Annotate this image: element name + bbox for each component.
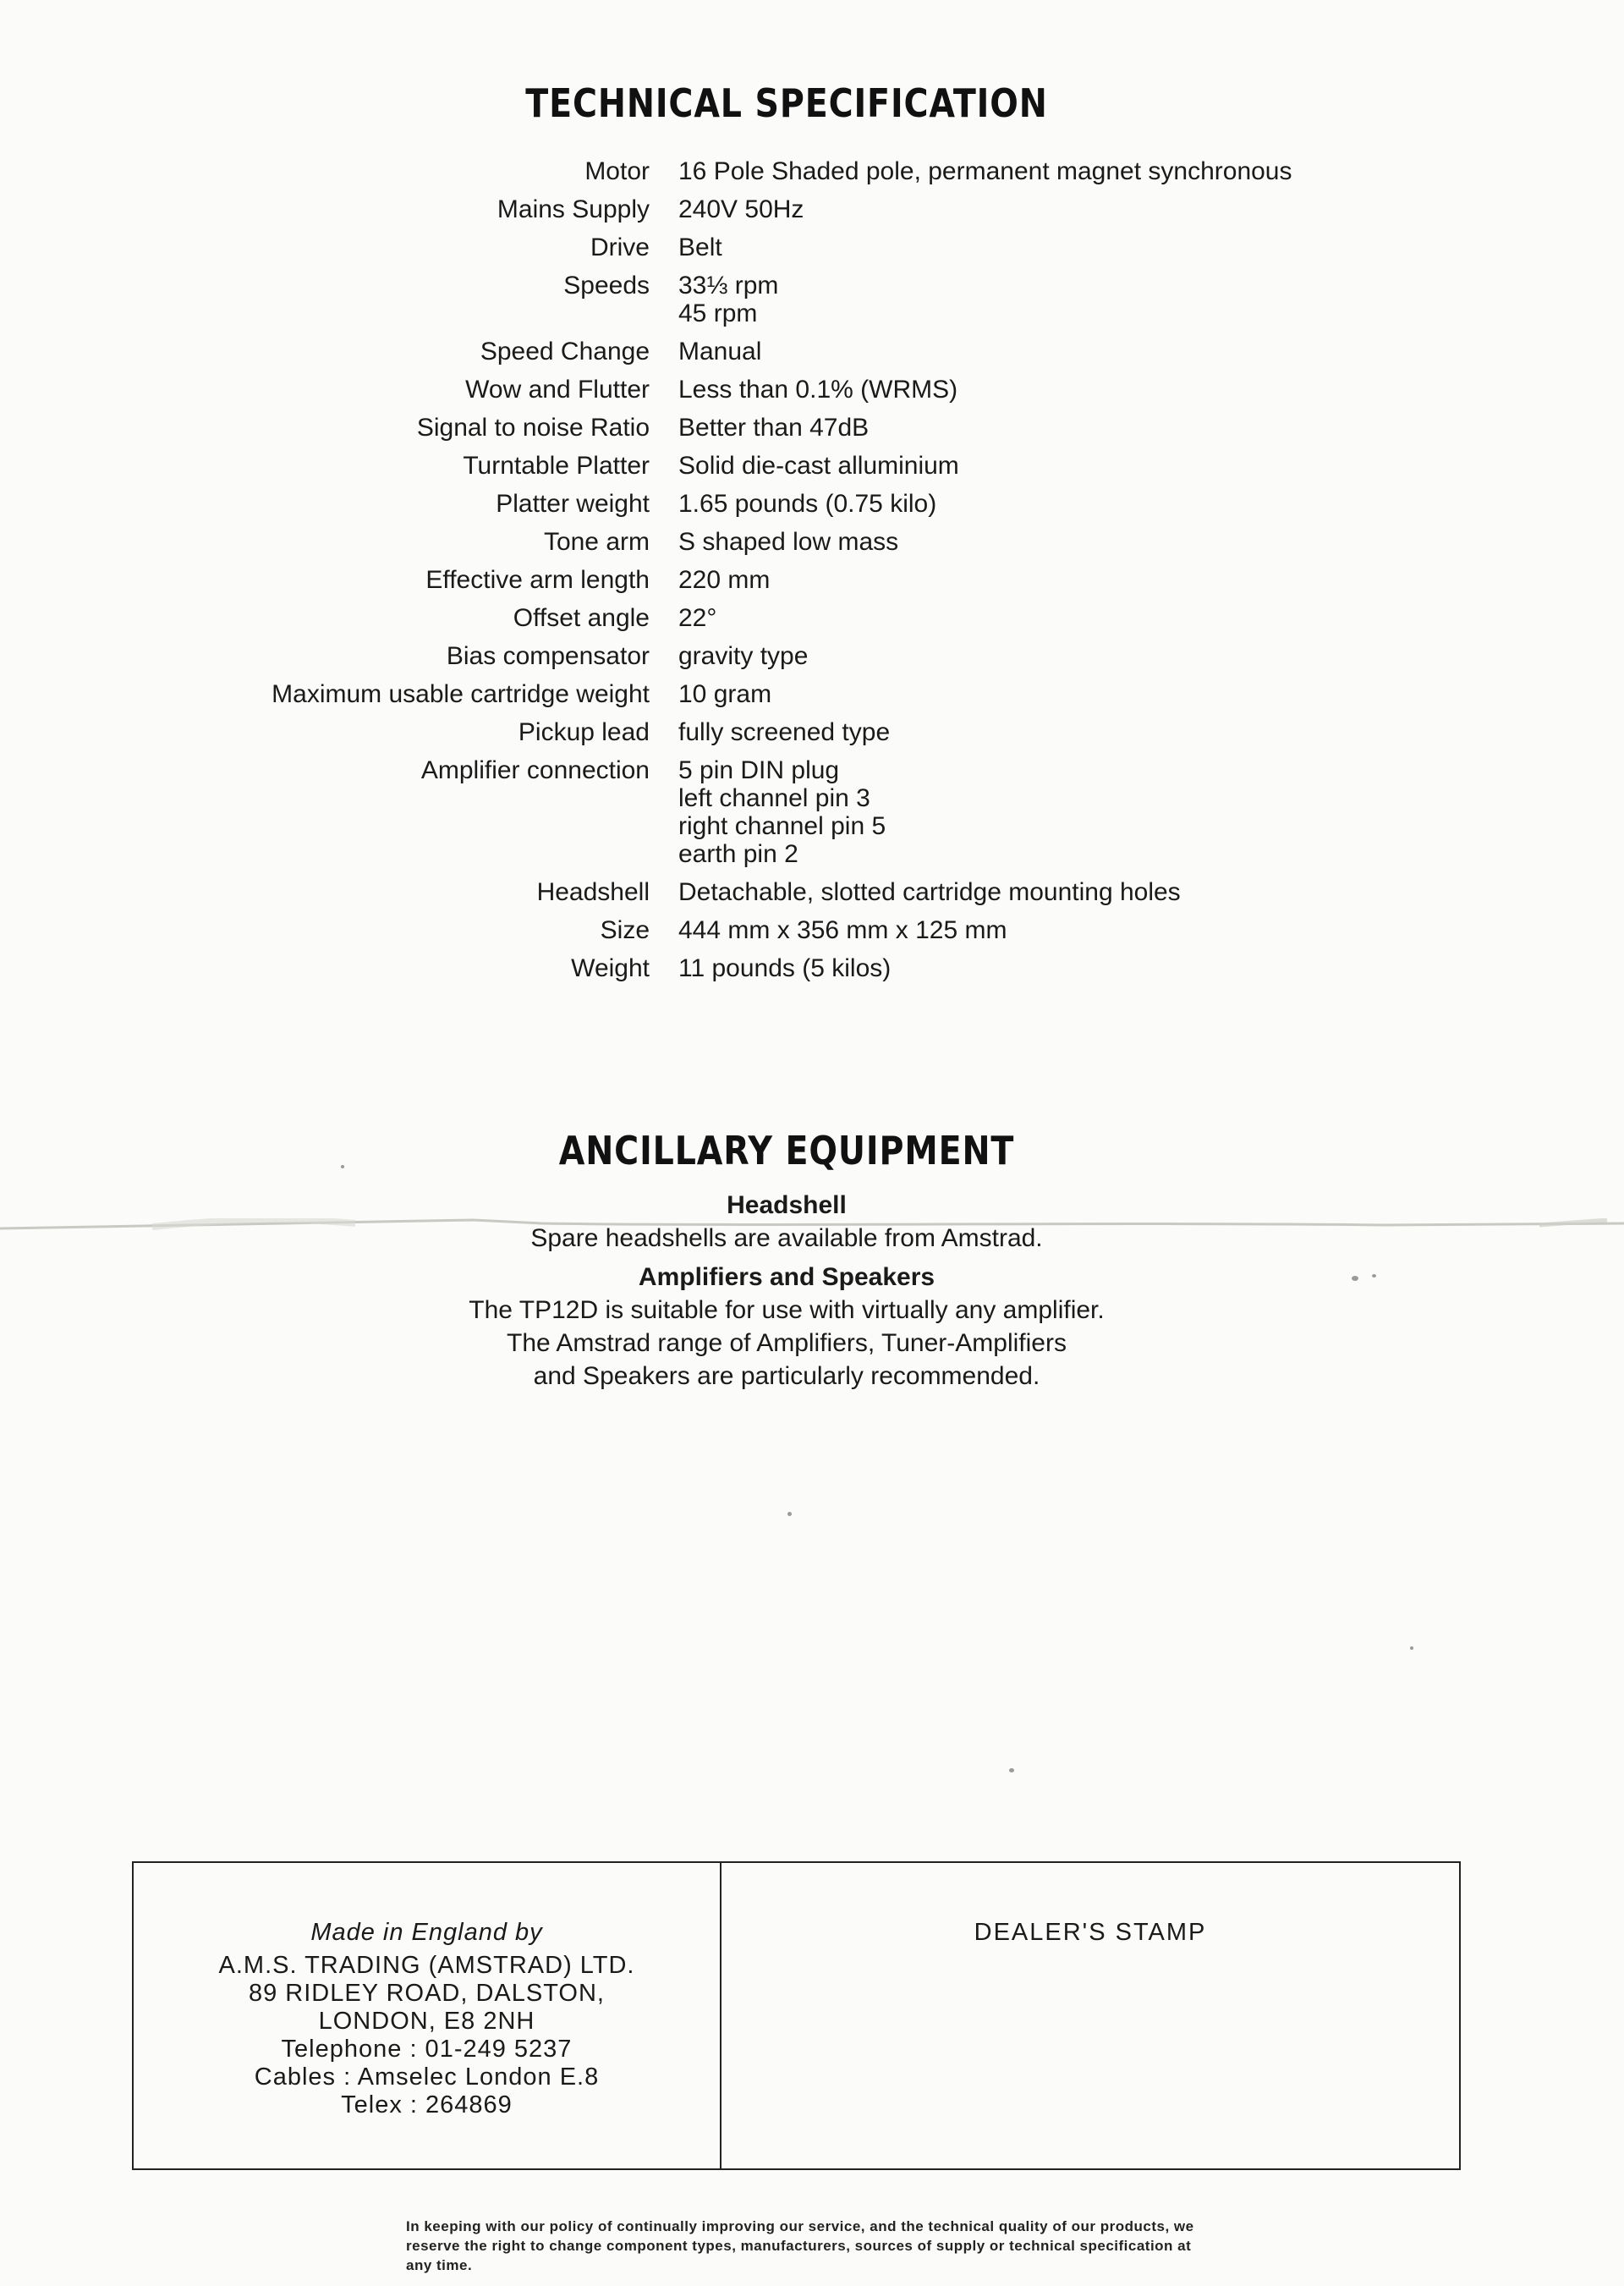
- spec-value-line: earth pin 2: [678, 840, 798, 868]
- maker-dealer-box: [132, 1861, 1461, 2170]
- spec-label: Speeds: [563, 272, 650, 299]
- spec-row: [0, 195, 1624, 223]
- spec-row: [0, 452, 1624, 480]
- spec-row: [0, 157, 1624, 185]
- spec-label: Pickup lead: [518, 718, 650, 746]
- spec-value: [678, 916, 1624, 944]
- spec-row: [0, 234, 1624, 261]
- spec-value: [678, 528, 1624, 556]
- spec-value: [678, 878, 1624, 906]
- spec-value: [678, 414, 1624, 442]
- spec-value: [678, 195, 1624, 223]
- spec-label: Bias compensator: [446, 642, 650, 670]
- dealer-stamp-area: [721, 1863, 1459, 2168]
- spec-row: [0, 490, 1624, 518]
- spec-value: [678, 756, 1624, 868]
- spec-label: Drive: [590, 234, 650, 261]
- ancillary-equipment-heading: ANCILLARY EQUIPMENT: [558, 1128, 1015, 1173]
- headshell-text: Spare headshells are available from Amstrad.: [530, 1224, 1043, 1252]
- spec-value-line: 240V 50Hz: [678, 195, 804, 223]
- technical-specification-heading: TECHNICAL SPECIFICATION: [525, 80, 1048, 126]
- manufacturer-address: [134, 1863, 721, 2168]
- spec-row: [0, 954, 1624, 982]
- spec-label: Wow and Flutter: [465, 376, 650, 404]
- spec-value: [678, 157, 1624, 185]
- spec-label: Size: [600, 916, 650, 944]
- spec-value: [678, 452, 1624, 480]
- paper-speck: [1009, 1768, 1014, 1772]
- spec-value-line: 5 pin DIN plug: [678, 756, 840, 784]
- spec-label: Platter weight: [496, 490, 650, 518]
- spec-value-line: fully screened type: [678, 718, 891, 746]
- spec-value-line: S shaped low mass: [678, 528, 899, 556]
- spec-value: [678, 718, 1624, 746]
- spec-row: [0, 916, 1624, 944]
- spec-row: [0, 272, 1624, 327]
- spec-row: [0, 718, 1624, 746]
- spec-value-line: 10 gram: [678, 680, 772, 708]
- spec-value: [678, 376, 1624, 404]
- spec-label: Offset angle: [513, 604, 650, 632]
- company-name: A.M.S. TRADING (AMSTRAD) LTD.: [218, 1952, 635, 1979]
- amplifiers-text-line: The TP12D is suitable for use with virtually any amplifier.: [469, 1296, 1105, 1324]
- spec-value-line: Less than 0.1% (WRMS): [678, 376, 958, 404]
- spec-value: [678, 234, 1624, 261]
- spec-row: [0, 680, 1624, 708]
- spec-value-line: right channel pin 5: [678, 812, 886, 840]
- spec-label: Signal to noise Ratio: [416, 414, 650, 442]
- spec-value-line: Solid die-cast alluminium: [678, 452, 959, 480]
- spec-label: Mains Supply: [497, 195, 650, 223]
- spec-value: [678, 604, 1624, 632]
- telex: Telex : 264869: [341, 2091, 513, 2118]
- spec-value: [678, 272, 1624, 327]
- spec-value: [678, 954, 1624, 982]
- spec-value: [678, 566, 1624, 594]
- spec-value-line: 33⅓ rpm: [678, 272, 779, 299]
- spec-label: Weight: [571, 954, 650, 982]
- spec-value-line: 1.65 pounds (0.75 kilo): [678, 490, 937, 518]
- spec-row: [0, 528, 1624, 556]
- disclaimer-text: In keeping with our policy of continually improving our service, and the technical quality of our products, we reserve the right to change component types, manufacturers, sources of supply or technical specification at any time.: [406, 2218, 1194, 2273]
- spec-row: [0, 604, 1624, 632]
- spec-value-line: 16 Pole Shaded pole, permanent magnet synchronous: [678, 157, 1292, 185]
- amplifiers-subheading: Amplifiers and Speakers: [638, 1263, 935, 1291]
- spec-row: [0, 376, 1624, 404]
- spec-label: Turntable Platter: [463, 452, 650, 480]
- paper-speck: [341, 1165, 344, 1168]
- ancillary-amplifiers-section: [0, 1261, 1573, 1393]
- spec-value-line: Detachable, slotted cartridge mounting holes: [678, 878, 1181, 906]
- spec-row: [0, 642, 1624, 670]
- spec-label: Motor: [584, 157, 650, 185]
- spec-row: [0, 878, 1624, 906]
- amplifiers-text-line: The Amstrad range of Amplifiers, Tuner-Amplifiers: [507, 1329, 1067, 1357]
- paper-speck: [787, 1512, 792, 1516]
- spec-value: [678, 642, 1624, 670]
- specification-table: [0, 157, 1624, 992]
- spec-value-line: 45 rpm: [678, 299, 758, 327]
- paper-speck: [1410, 1646, 1413, 1650]
- spec-value-line: left channel pin 3: [678, 784, 870, 812]
- spec-label: Effective arm length: [425, 566, 650, 594]
- spec-value-line: Belt: [678, 234, 722, 261]
- spec-row: [0, 338, 1624, 365]
- made-in-england-label: Made in England by: [310, 1919, 543, 1946]
- spec-label: Amplifier connection: [420, 756, 650, 784]
- spec-value: [678, 680, 1624, 708]
- spec-row: [0, 566, 1624, 594]
- spec-label: Maximum usable cartridge weight: [272, 680, 650, 708]
- spec-row: [0, 756, 1624, 868]
- spec-value: [678, 338, 1624, 365]
- telephone: Telephone : 01-249 5237: [281, 2036, 573, 2063]
- headshell-subheading: Headshell: [727, 1191, 847, 1219]
- city-postcode: LONDON, E8 2NH: [318, 2008, 535, 2035]
- ancillary-headshell-section: [0, 1189, 1573, 1255]
- spec-label: Tone arm: [543, 528, 650, 556]
- spec-value-line: 11 pounds (5 kilos): [678, 954, 892, 982]
- spec-row: [0, 414, 1624, 442]
- spec-label: Speed Change: [480, 338, 650, 365]
- spec-value-line: gravity type: [678, 642, 809, 670]
- amplifiers-text-line: and Speakers are particularly recommended.: [533, 1362, 1040, 1390]
- spec-label: Headshell: [536, 878, 650, 906]
- paper-speck: [1372, 1274, 1376, 1278]
- spec-value-line: 22°: [678, 604, 717, 632]
- cables: Cables : Amselec London E.8: [254, 2063, 600, 2091]
- street-address: 89 RIDLEY ROAD, DALSTON,: [248, 1980, 605, 2007]
- dealer-stamp-label: DEALER'S STAMP: [974, 1919, 1207, 1946]
- spec-value-line: 444 mm x 356 mm x 125 mm: [678, 916, 1007, 944]
- spec-value-line: 220 mm: [678, 566, 771, 594]
- spec-value: [678, 490, 1624, 518]
- paper-speck: [1352, 1276, 1358, 1281]
- spec-value-line: Better than 47dB: [678, 414, 870, 442]
- spec-value-line: Manual: [678, 338, 762, 365]
